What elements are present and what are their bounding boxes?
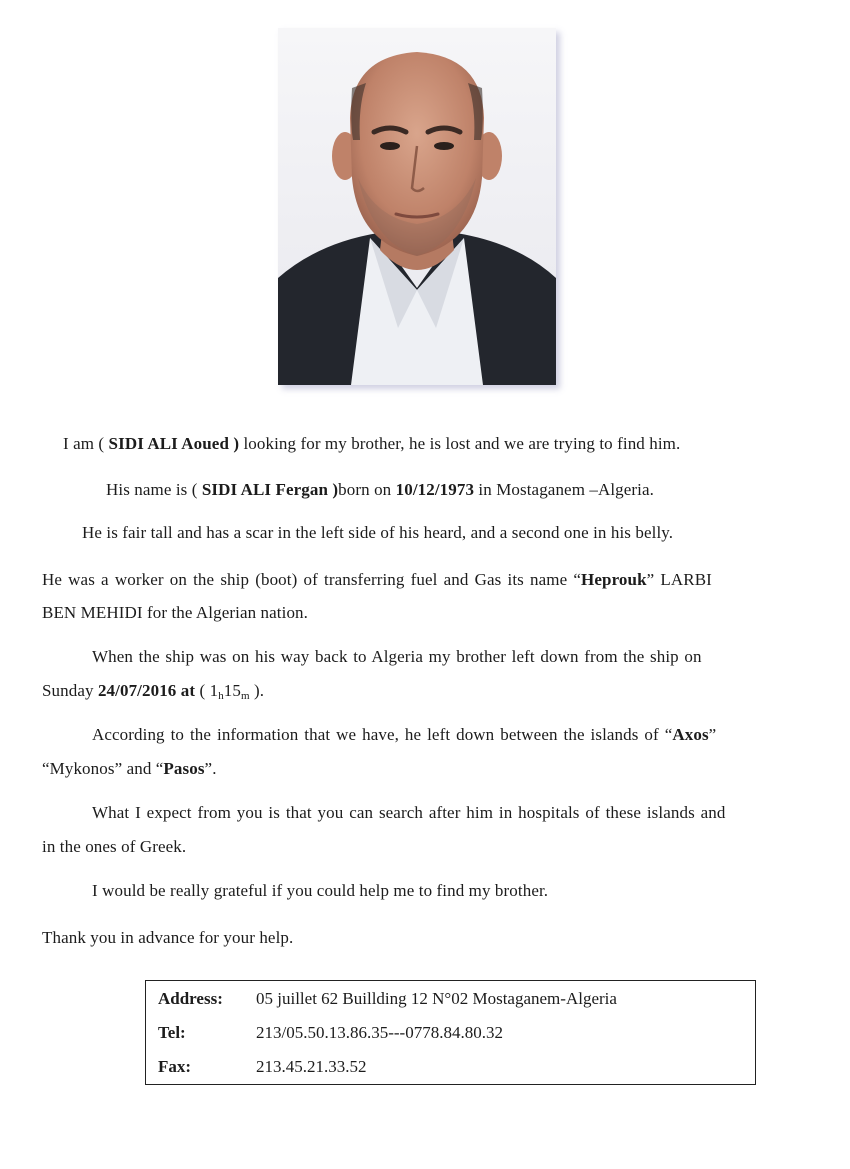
island-mykonos: “Mykonos” and “: [42, 759, 164, 778]
born-text: born on: [338, 480, 396, 499]
time-minutes-unit: m: [241, 690, 250, 702]
birth-place: in Mostaganem –Algeria.: [474, 480, 654, 499]
intro-text: I am (: [63, 434, 109, 453]
ship-paragraph-line2: [42, 681, 264, 701]
name-paragraph: [106, 480, 654, 500]
name-text: His name is (: [106, 480, 202, 499]
birth-date: 10/12/1973: [395, 480, 475, 499]
time-minutes: 15: [223, 681, 241, 700]
tel-label: Tel:: [158, 1023, 186, 1042]
info-text: According to the information that we have, he left down between the islands of “: [92, 725, 673, 744]
island-pasos: Pasos: [163, 759, 205, 778]
island-axos: Axos: [672, 725, 709, 744]
time-hours: ( 1: [195, 681, 219, 700]
info-paragraph-line2: [42, 759, 217, 779]
time-hours-unit: h: [218, 690, 224, 702]
departure-date: 24/07/2016 at: [97, 681, 196, 700]
time-close: ).: [249, 681, 265, 700]
contact-box: [145, 980, 756, 1085]
info-quote: ”: [708, 725, 717, 744]
expect-paragraph-line2: in the ones of Greek.: [42, 837, 187, 856]
worker-paragraph-line1: [42, 570, 712, 590]
thanks-paragraph: Thank you in advance for your help.: [42, 928, 294, 947]
fax-value: 213.45.21.33.52: [256, 1057, 367, 1076]
portrait-photo: [278, 28, 556, 385]
expect-paragraph-line1: What I expect from you is that you can search after him in hospitals of these islands and: [92, 803, 726, 822]
description-paragraph: He is fair tall and has a scar in the left side of his heard, and a second one in his belly.: [82, 523, 674, 542]
sender-name: SIDI ALI Aoued ): [108, 434, 240, 453]
worker-paragraph-line2: BEN MEHIDI for the Algerian nation.: [42, 603, 308, 622]
tel-value: 213/05.50.13.86.35---0778.84.80.32: [256, 1023, 503, 1042]
info-end: ”.: [204, 759, 217, 778]
ship-paragraph-line1: When the ship was on his way back to Algeria my brother left down from the ship on: [92, 647, 702, 666]
fax-label: Fax:: [158, 1057, 192, 1076]
grateful-paragraph: I would be really grateful if you could help me to find my brother.: [92, 881, 549, 900]
ship-name: Heprouk: [581, 570, 647, 589]
intro-paragraph: [63, 434, 680, 454]
worker-text: He was a worker on the ship (boot) of transferring fuel and Gas its name “: [42, 570, 582, 589]
address-label: Address:: [158, 989, 223, 1008]
info-paragraph-line1: [92, 725, 716, 745]
address-value: 05 juillet 62 Buillding 12 N°02 Mostaganem-Algeria: [256, 989, 617, 1008]
day-text: Sunday: [42, 681, 98, 700]
brother-name: SIDI ALI Fergan ): [201, 480, 339, 499]
worker-text-end: ” LARBI: [646, 570, 712, 589]
intro-text-end: looking for my brother, he is lost and we are trying to find him.: [239, 434, 681, 453]
